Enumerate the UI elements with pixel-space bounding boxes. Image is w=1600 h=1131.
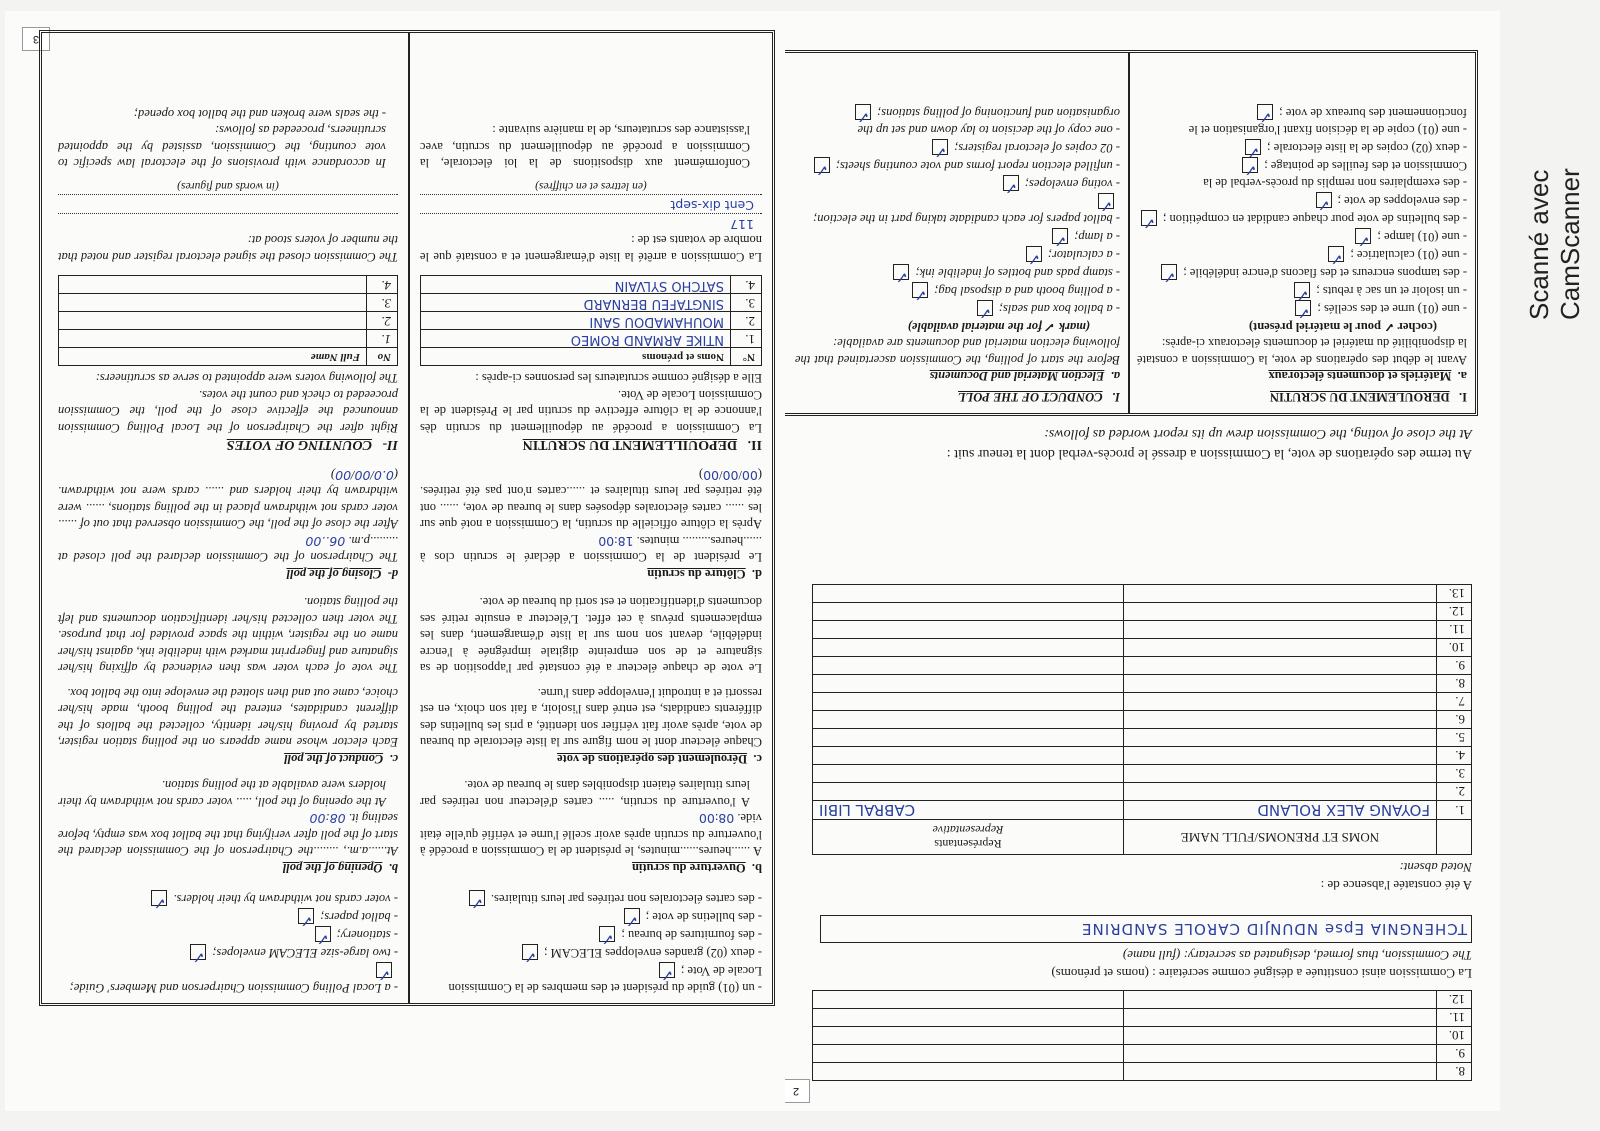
camscanner-watermark: Scanné avec CamScanner	[1524, 168, 1585, 320]
checkbox-checked[interactable]	[1294, 282, 1310, 298]
table-row: 2.	[813, 783, 1472, 801]
conduct-box	[782, 50, 1478, 416]
absence-label-en: Noted absent:	[1399, 860, 1472, 875]
voters-words-field	[58, 194, 398, 213]
checkbox-checked[interactable]	[659, 962, 675, 978]
checkbox-checked[interactable]	[1026, 246, 1042, 262]
table-row: 13.	[813, 585, 1472, 603]
col-en: - a Local Polling Commission Chairperson and Members' Guide;✓ - two large-size ELECAM envelopes;✓ - stationery;✓ - ballot papers;✓ - voter cards not withdrawn by their holders.✓ b. Opening of the poll At......a.m., ........the Chairperson of the Commission declared the start of the poll after verifying that the ballot box was empty, before sealing it. 08:00 At the opening of the poll, ..... voter cards not withdrawn by their holders were available at the polling station. c. Conduct of the poll Each elector whose name appears on the polling station register, started by proving his/her identity, collected the ballots of the different candidates, entered the polling booth, made his/her choice, came out and then slotted the envelope into the ballot box. The vote of each voter was then evidenced by affixing his/her signature and fingerprint marked with indelible ink, against his/her name on the register, within the space provided for that purpose. The voter then collected his/her identification documents and left the polling station. d- Closing of the poll The Chairperson of the Commission declared the poll closed at .........p.m. 06..00 After the close of the poll, the Commission observed that out of ...... voter cards not withdrawn placed in the polling stations, ...... were withdrawn by their holders and ...... cards were not withdrawn. (0.0/00/00) II- COUNTING OF VOTES Right after the Chairperson of the Local Polling Commission announced the effective close of the poll, the Commission proceeded to check and count the votes. The following voters were appointed to serve as scrutineers: No Full Name 1. 2. 3. 4. The Commission closed the signed electoral register and noted that the number of voters stood at: (in words and figures) In accordance with provisions of the electoral law specific to vote counting, the Commission, assisted by the appointed scrutineers, proceeded as follows: - the seals were broken and the ballot box opened;	[42, 33, 408, 1003]
page-number: 2	[782, 1079, 810, 1103]
table-row: 3.	[59, 293, 398, 311]
secretary-field: TCHENGNIA Epse NDUNJID CAROLE SANDRINE	[820, 915, 1472, 943]
checkbox-checked[interactable]	[814, 157, 830, 173]
secretary-label-en: The Commission, thus formed, designated as secretary: (full name)	[1122, 948, 1472, 963]
section-title: CONDUCT OF THE POLL	[958, 390, 1103, 404]
scrutineers-table-fr: N° Noms et prénoms 1. NTIKE ARMAND ROMEO 2. MOUHAMADOU SANI 3. SINGTAFEU BERNARD 4. SATCHO SYLVAIN	[420, 275, 762, 366]
checkbox-checked[interactable]	[1316, 192, 1332, 208]
checkbox-checked[interactable]	[1257, 104, 1273, 120]
checkbox-checked[interactable]	[977, 300, 993, 316]
table-row: 8.	[813, 1063, 1472, 1081]
checkbox-checked[interactable]	[1245, 139, 1261, 155]
header-name: NOMS ET PRENOMS/FULL NAME	[1124, 820, 1437, 855]
conduct-col-en: I. CONDUCT OF THE POLL a. Election Material and Documents Before the start of polling, the Commission ascertained that the following election material and documents are available: (mark ✓ for the material available) - a ballot box and seals;✓ - a polling booth and a disposal bag;✓ - stamp pads and bottles of indelible ink;✓ - a calculator;✓ - a lamp;✓ - ballot papers for each candidate taking part in the election;✓ - voting envelopes;✓ - unfilled election report forms and vote counting sheets;✓ - 02 copies of electoral registers;✓ - one copy of the decision to lay down and set up the organisation and functioning of polling stations;✓	[785, 53, 1128, 413]
report-intro-en: At the close of voting, the Commission drew up its report worded as follows:	[1044, 426, 1472, 441]
absence-label-fr: A été constatée l'absence de :	[1320, 878, 1472, 893]
opening-hour: 08	[718, 811, 735, 827]
opening-hour: 08	[329, 811, 346, 827]
table-row: 10.	[813, 639, 1472, 657]
checkbox-checked[interactable]	[912, 282, 928, 298]
page-2	[780, 11, 1500, 1111]
table-row: 3.	[813, 765, 1472, 783]
table-row: 4. SATCHO SYLVAIN	[421, 275, 762, 293]
table-row: 12.	[813, 603, 1472, 621]
checkbox-checked[interactable]	[298, 908, 314, 924]
absent-table: NOMS ET PRENOMS/FULL NAME Représentants Representative 1. FOYANG ALEX ROLAND CABRAL LIBII 2. 3. 4. 5. 6. 7. 8. 9. 10. 11. 12. 13.	[812, 584, 1472, 855]
checkbox-checked[interactable]	[893, 264, 909, 280]
table-row: 4.	[813, 747, 1472, 765]
opening-minutes: 00	[309, 811, 326, 827]
closing-time: 06..00	[305, 533, 346, 549]
checkbox-checked[interactable]	[190, 944, 206, 960]
table-row: 10.	[813, 1027, 1472, 1045]
table-row: 2. MOUHAMADOU SANI	[421, 311, 762, 329]
page3-box	[39, 30, 775, 1006]
voters-figures-field: 117	[420, 213, 762, 232]
scrutineers-table-en: No Full Name 1. 2. 3. 4.	[58, 275, 398, 366]
conduct-col-fr: I. DEROULEMENT DU SCRUTIN a. Matériels et documents électoraux Avant le début des opérations de vote, la Commission a constaté la disponibilité du matériel et documents électoraux ci-après: (cocher ✓ pour le matériel présent) - une (01) urne et des scellés ;✓ - un isoloir et un sac à rebuts ;✓ - des tampons encreurs et des flacons d'encre indélébile ;✓ - une (01) calculatrice ;✓ - une (01) lampe ;✓ - des bulletins de vote pour chaque candidat en compétition ;✓ - des enveloppes de vote ;✓ - des exemplaires non remplis du procès-verbal de la Commission et des feuilles de pointage ;✓ - deux (02) copies de la liste électorale ;✓ - une (01) copie de la décision fixant l'organisation et le fonctionnement des bureaux de vote ;✓	[1128, 53, 1475, 413]
table-row: 11.	[813, 1009, 1472, 1027]
table-row: 1.	[59, 329, 398, 347]
checkbox-checked[interactable]	[1328, 246, 1344, 262]
voters-words-field: Cent dix-sept	[420, 194, 762, 213]
table-row: 11.	[813, 621, 1472, 639]
voters-figures-field	[58, 213, 398, 232]
report-intro-fr: Au terme des opérations de vote, la Commission a dressé le procès-verbal dont la teneur suit :	[946, 446, 1472, 461]
table-row: 6.	[813, 711, 1472, 729]
section-title: DEPOUILLEMENT DU SCRUTIN	[522, 437, 738, 453]
table-row: 9.	[813, 1045, 1472, 1063]
checkbox-checked[interactable]	[624, 908, 640, 924]
checkbox-checked[interactable]	[522, 944, 538, 960]
opening-minutes: 00	[698, 811, 715, 827]
checkbox-checked[interactable]	[1003, 175, 1019, 191]
table-row: 3. SINGTAFEU BERNARD	[421, 293, 762, 311]
checkbox-checked[interactable]	[376, 962, 392, 978]
section-title: DEROULEMENT DU SCRUTIN	[1269, 390, 1450, 404]
checkbox-checked[interactable]	[1052, 228, 1068, 244]
checkbox-checked[interactable]	[151, 890, 167, 906]
table-row: 1. FOYANG ALEX ROLAND CABRAL LIBII	[813, 801, 1472, 820]
table-row: 1. NTIKE ARMAND ROMEO	[421, 329, 762, 347]
checkbox-checked[interactable]	[315, 926, 331, 942]
table-row: 12.	[813, 991, 1472, 1009]
section-title: COUNTING OF VOTES	[226, 437, 372, 453]
secretary-label-fr: La Commission ainsi constituée a désigné comme secrétaire : (noms et prénoms)	[1051, 966, 1472, 981]
table-row: 9.	[813, 657, 1472, 675]
page-number: 3	[22, 27, 50, 51]
col-fr: - un (01) guide du président et des membres de la Commission Locale de Vote ;✓ - deux (02) grandes enveloppes ELECAM ;✓ - des fournitures de bureau ;✓ - des bulletins de vote ;✓ - des cartes électorales non retirées par leurs titulaires.✓ b. Ouverture du scrutin A ......heures......minutes, le président de la Commission a procédé à l'ouverture du scrutin après avoir scellé l'urne et vérifié qu'elle était vide. 08:00 A l'ouverture du scrutin, ..... cartes d'électeur non retirées par leurs titulaires étaient disponibles dans le bureau de vote. c. Déroulement des opérations de vote Chaque électeur dont le nom figure sur la liste électorale du bureau de vote, après avoir fait vérifier son identité, a pris les bulletins des différents candidats, est entré dans l'isoloir, a fait son choix, en est ressorti et a introduit l'enveloppe dans l'urne. Le vote de chaque électeur a été constaté par l'apposition de sa signature et de son empreinte digitale imprégnée à l'encre indélébile, devant son nom sur la liste d'émargement, dans les emplacements prévus à cet effet. L'électeur a ensuite retiré ses documents d'identification et est sorti du bureau de vote. d. Clôture du scrutin Le président de la Commission a déclaré le scrutin clos à ......heures......... minutes. 18:00 Après la clôture officielle du scrutin, la Commission a noté que sur les ...... cartes électorales déposées dans le bureau de vote, ...... ont été retirées par leurs titulaires et ......cartes n'ont pas été retirées. (00/00/00) II. DEPOUILLEMENT DU SCRUTIN La Commission a procédé au dépouillement du scrutin dès l'annonce de la clôture effective du scrutin par le Président de la Commission Locale de Vote. Elle a désigné comme scrutateurs les personnes ci-après : N° Noms et prénoms 1. NTIKE ARMAND ROMEO 2. MOUHAMADOU SANI 3. SINGTAFEU BERNARD 4. SATCHO SYLVAIN La Commission a arrêté la liste d'émargement et a constaté que le nombre de votants est de : 117 Cent dix-sept (en lettres et en chiffres) Conformément aux dispositions de la loi électorale, la Commission a procédé au dépouillement du scrutin, avec l'assistance des scrutateurs, de la manière suivante :	[408, 33, 772, 1003]
table-row: 4.	[59, 275, 398, 293]
table-row: 2.	[59, 311, 398, 329]
closing-minutes: 00	[598, 533, 615, 549]
checkbox-checked[interactable]	[469, 890, 485, 906]
table-row: 8.	[813, 675, 1472, 693]
page-3	[5, 11, 785, 1111]
closing-hour: 18	[617, 533, 634, 549]
checkbox-checked[interactable]	[1141, 210, 1157, 226]
checkbox-checked[interactable]	[855, 104, 871, 120]
checkbox-checked[interactable]	[1098, 193, 1114, 209]
checkbox-checked[interactable]	[1355, 228, 1371, 244]
members-table	[812, 990, 1472, 1081]
table-row: 5.	[813, 729, 1472, 747]
checkbox-checked[interactable]	[1161, 264, 1177, 280]
checkbox-checked[interactable]	[599, 926, 615, 942]
table-row: 7.	[813, 693, 1472, 711]
checkbox-checked[interactable]	[932, 139, 948, 155]
